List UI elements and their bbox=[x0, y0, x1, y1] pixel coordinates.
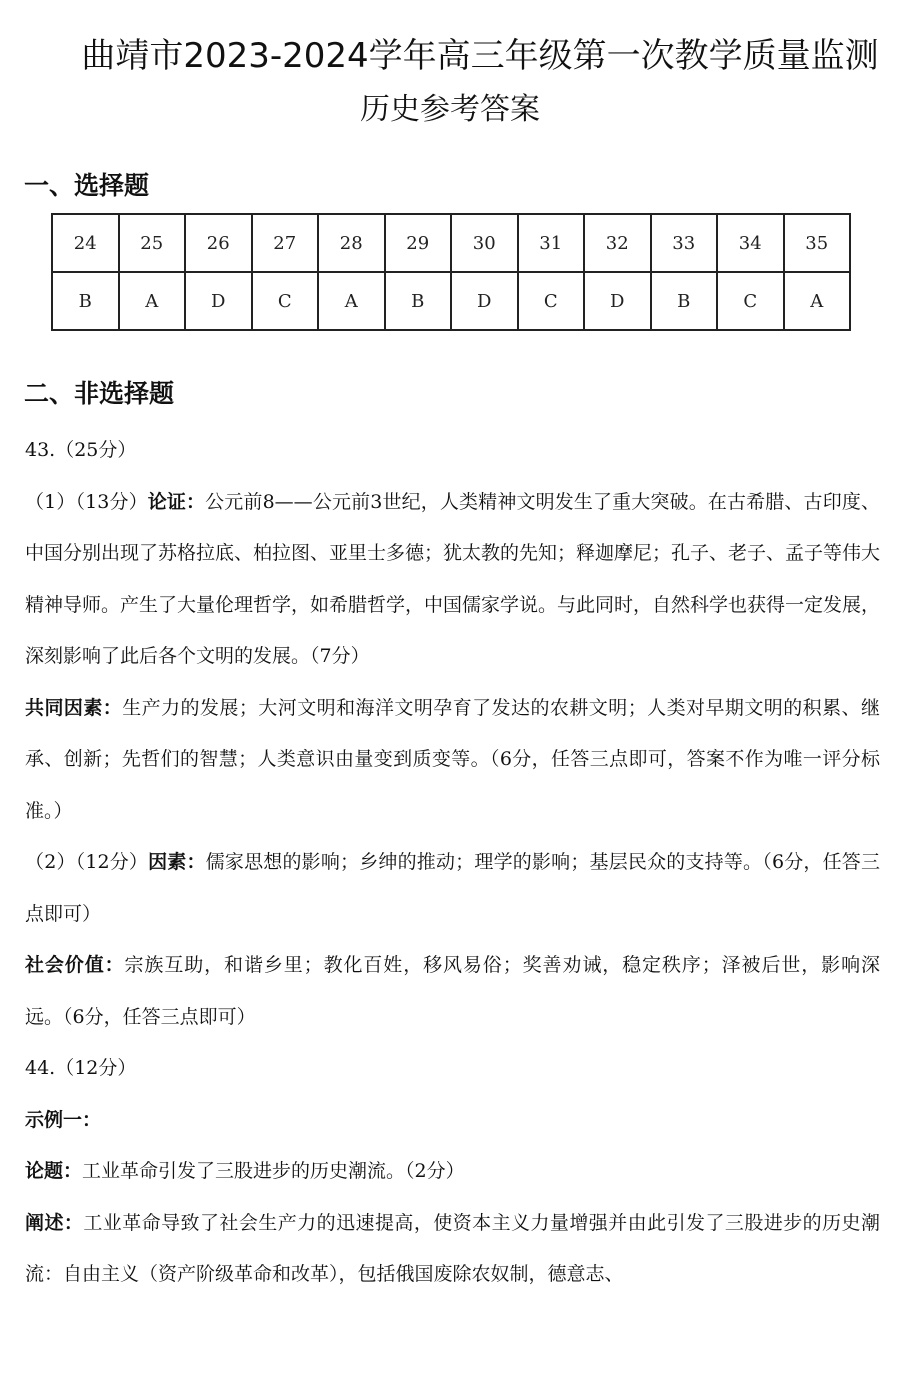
answer-cell: C bbox=[717, 272, 784, 330]
q44-title: 44.（12分） bbox=[25, 1057, 137, 1079]
label-topic: 论题： bbox=[25, 1160, 83, 1182]
q43-title: 43.（25分） bbox=[25, 439, 137, 461]
answer-cell: D bbox=[451, 272, 518, 330]
q43-part1 bbox=[25, 477, 880, 683]
question-number: 31 bbox=[518, 214, 585, 272]
part-number: （1）（13分） bbox=[25, 490, 148, 513]
document-subtitle: 历史参考答案 bbox=[360, 92, 540, 127]
label-argument: 论证： bbox=[147, 490, 206, 513]
question-number: 27 bbox=[252, 214, 319, 272]
q44-example-label: 示例一： bbox=[25, 1108, 102, 1131]
label-elaboration: 阐述： bbox=[25, 1211, 84, 1234]
answer-cell: A bbox=[784, 272, 851, 330]
answer-body bbox=[25, 425, 880, 1301]
answer-cell: C bbox=[518, 272, 585, 330]
answer-cell: B bbox=[651, 272, 718, 330]
label-common-factors: 共同因素： bbox=[25, 696, 123, 719]
question-number: 32 bbox=[584, 214, 651, 272]
elaboration-text: 工业革命导致了社会生产力的迅速提高，使资本主义力量增强并由此引发了三股进步的历史潮流：自由主义（资产阶级革命和改革），包括俄国废除农奴制，德意志、 bbox=[25, 1211, 880, 1285]
answer-cell: B bbox=[52, 272, 119, 330]
answer-cell: A bbox=[119, 272, 186, 330]
argument-text: 公元前8——公元前3世纪，人类精神文明发生了重大突破。在古希腊、古印度、中国分别出现了苏格拉底、柏拉图、亚里士多德；犹太教的先知；释迦摩尼；孔子、老子、孟子等伟大精神导师。产生了大量伦理哲学，如希腊哲学，中国儒家学说。与此同时，自然科学也获得一定发展，深刻影响了此后各个文明的发展。（7分） bbox=[25, 490, 881, 667]
question-number: 33 bbox=[651, 214, 718, 272]
section-heading-nonchoice: 二、非选择题 bbox=[24, 379, 175, 408]
question-number: 34 bbox=[717, 214, 784, 272]
question-number-row bbox=[52, 214, 850, 272]
common-factors-text: 生产力的发展；大河文明和海洋文明孕育了发达的农耕文明；人类对早期文明的积累、继承、创新；先哲们的智慧；人类意识由量变到质变等。（6分，任答三点即可，答案不作为唯一评分标准。） bbox=[25, 696, 880, 822]
question-number: 25 bbox=[119, 214, 186, 272]
document-title: 曲靖市2023-2024学年高三年级第一次教学质量监测 bbox=[81, 36, 879, 76]
q44-elaboration bbox=[25, 1198, 880, 1301]
answer-cell: D bbox=[584, 272, 651, 330]
social-value-text: 宗族互助，和谐乡里；教化百姓，移风易俗；奖善劝诫，稳定秩序；泽被后世，影响深远。（6分，任答三点即可） bbox=[25, 954, 880, 1028]
label-social-value: 社会价值： bbox=[25, 954, 125, 976]
q43-part2 bbox=[25, 837, 880, 940]
answer-cell: D bbox=[185, 272, 252, 330]
section-heading-choice: 一、选择题 bbox=[24, 171, 150, 200]
q43-common-factors bbox=[25, 683, 880, 838]
answer-cell: C bbox=[252, 272, 319, 330]
question-number: 28 bbox=[318, 214, 385, 272]
factors-text: 儒家思想的影响；乡绅的推动；理学的影响；基层民众的支持等。（6分，任答三点即可） bbox=[25, 851, 880, 925]
answer-table bbox=[51, 213, 851, 331]
question-number: 24 bbox=[52, 214, 119, 272]
question-number: 26 bbox=[185, 214, 252, 272]
answer-cell: B bbox=[385, 272, 452, 330]
label-factors: 因素： bbox=[148, 851, 206, 873]
question-number: 29 bbox=[385, 214, 452, 272]
question-number: 30 bbox=[451, 214, 518, 272]
q43-social-value bbox=[25, 940, 880, 1043]
q44-topic bbox=[25, 1146, 880, 1198]
topic-text: 工业革命引发了三股进步的历史潮流。（2分） bbox=[82, 1160, 465, 1182]
part-number: （2）（12分） bbox=[25, 851, 149, 873]
answer-cell: A bbox=[318, 272, 385, 330]
answer-row bbox=[52, 272, 850, 330]
question-number: 35 bbox=[784, 214, 851, 272]
